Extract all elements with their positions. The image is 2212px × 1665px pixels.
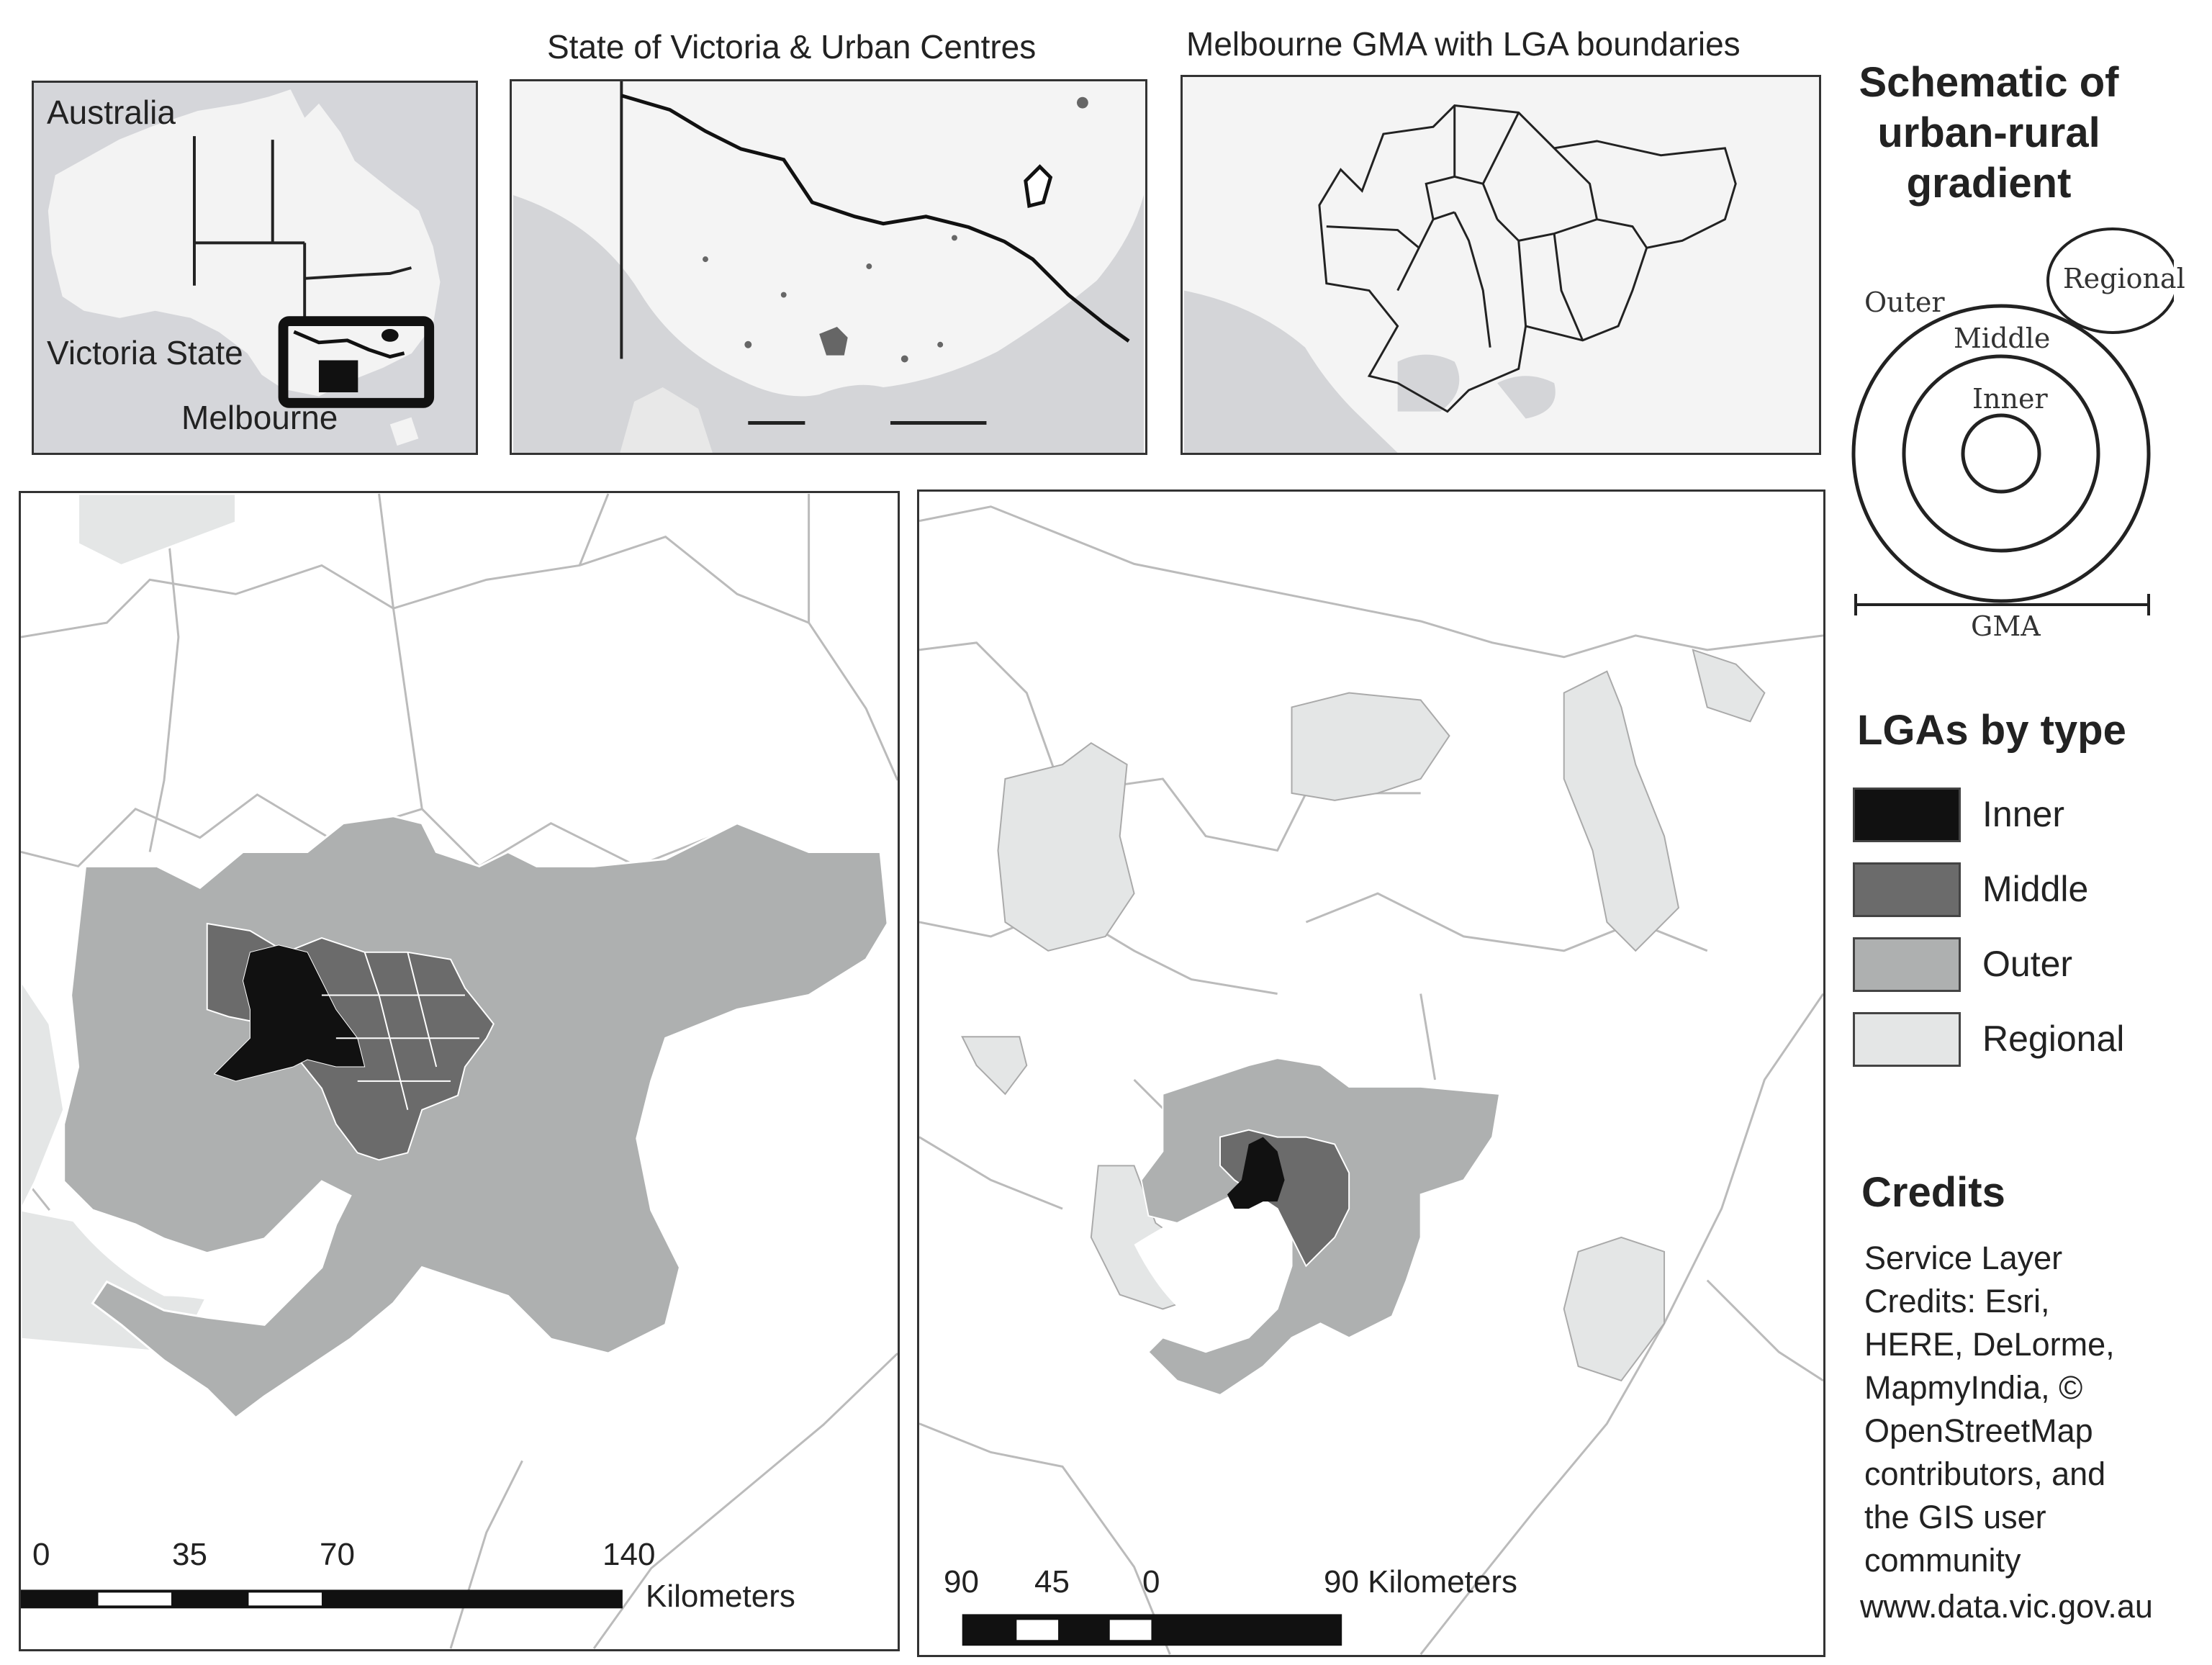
australia-outline <box>34 83 476 453</box>
credits-line: MapmyIndia, © <box>1864 1369 2083 1406</box>
credits-line: Service Layer <box>1864 1240 2063 1276</box>
credits-line: the GIS user <box>1864 1499 2046 1535</box>
credits-text <box>1860 1237 2203 1628</box>
gma-inset-map <box>1181 75 1821 455</box>
right-lga-map <box>919 492 1823 1655</box>
credits-line: Credits: Esri, <box>1864 1283 2050 1319</box>
left-scale-unit: Kilometers <box>646 1579 795 1614</box>
victoria-inset-map <box>510 79 1147 455</box>
right-main-map <box>917 489 1825 1657</box>
australia-inset-map <box>32 81 478 455</box>
legend-label-inner: Inner <box>1982 794 2064 834</box>
schematic-title-line-3: gradient <box>1906 160 2072 207</box>
legend-title: LGAs by type <box>1857 707 2126 754</box>
left-scale-tick-1: 35 <box>172 1537 207 1572</box>
victoria-inset-title: State of Victoria & Urban Centres <box>547 28 1037 66</box>
legend-swatch-inner <box>1853 788 1961 842</box>
schematic-label-inner: Inner <box>1972 383 2048 415</box>
schematic-label-gma: GMA <box>1971 610 2041 642</box>
right-scale-tick-1: 45 <box>1034 1564 1070 1599</box>
australia-label: Australia <box>47 94 176 131</box>
legend-swatch-outer <box>1853 937 1961 992</box>
schematic-title-line-2: urban-rural <box>1877 109 2100 156</box>
gma-inset-title: Melbourne GMA with LGA boundaries <box>1186 25 1741 63</box>
credits-line: OpenStreetMap <box>1864 1412 2093 1449</box>
left-lga-map <box>21 493 898 1649</box>
legend-swatch-regional <box>1853 1012 1961 1067</box>
schematic-label-regional: Regional <box>2063 263 2185 294</box>
left-scale-tick-3: 140 <box>602 1537 656 1572</box>
credits-url: www.data.vic.gov.au <box>1860 1588 2153 1625</box>
legend-label-outer: Outer <box>1982 944 2073 984</box>
gma-lga-map <box>1183 77 1819 453</box>
credits-line: HERE, DeLorme, <box>1864 1326 2115 1363</box>
schematic-label-middle: Middle <box>1954 322 2051 354</box>
schematic-title <box>1834 58 2144 209</box>
credits-line: community <box>1864 1542 2021 1579</box>
victoria-map <box>512 81 1145 453</box>
schematic-label-outer: Outer <box>1864 286 1945 318</box>
inner-ring <box>1963 415 2039 492</box>
right-scale-tick-2: 0 <box>1142 1564 1160 1599</box>
left-scale-tick-2: 70 <box>320 1537 355 1572</box>
legend-label-middle: Middle <box>1982 869 2089 909</box>
right-scale-tick-0: 90 <box>944 1564 979 1599</box>
left-main-map <box>19 491 900 1651</box>
legend-label-regional: Regional <box>1982 1019 2125 1059</box>
left-scale-tick-0: 0 <box>32 1537 50 1572</box>
melbourne-label: Melbourne <box>181 399 338 436</box>
credits-line: contributors, and <box>1864 1456 2106 1492</box>
legend-swatch-middle <box>1853 862 1961 917</box>
credits-title: Credits <box>1861 1169 2005 1216</box>
victoria-state-label: Victoria State <box>47 334 243 371</box>
right-scale-tick-3: 90 Kilometers <box>1324 1564 1518 1599</box>
schematic-title-line-1: Schematic of <box>1859 59 2119 106</box>
